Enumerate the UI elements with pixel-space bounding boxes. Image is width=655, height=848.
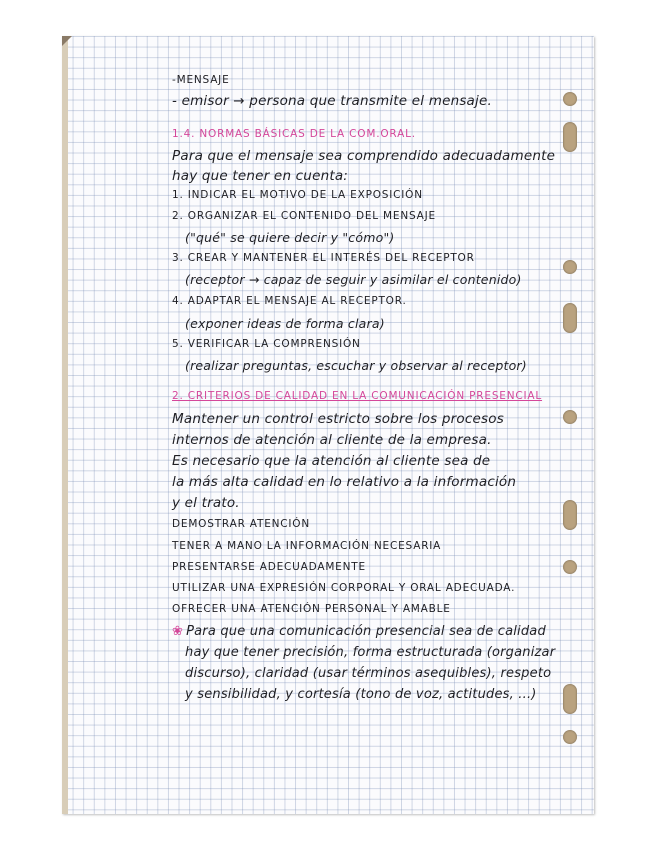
note-line: la más alta calidad en lo relativo a la información bbox=[172, 474, 517, 490]
list-item: OFRECER UNA ATENCIÓN PERSONAL Y AMABLE bbox=[172, 603, 451, 615]
note-line: (receptor → capaz de seguir y asimilar el contenido) bbox=[185, 272, 522, 287]
list-item: 4. ADAPTAR EL MENSAJE AL RECEPTOR. bbox=[172, 295, 407, 307]
list-item: PRESENTARSE ADECUADAMENTE bbox=[172, 561, 366, 573]
note-line: (exponer ideas de forma clara) bbox=[185, 316, 385, 331]
binder-hole bbox=[563, 303, 577, 333]
list-item: DEMOSTRAR ATENCIÓN bbox=[172, 518, 311, 530]
list-item: 1. INDICAR EL MOTIVO DE LA EXPOSICIÓN bbox=[172, 189, 423, 201]
list-item: UTILIZAR UNA EXPRESIÓN CORPORAL Y ORAL ADECUADA. bbox=[172, 582, 516, 594]
binder-hole bbox=[563, 410, 577, 424]
note-line: Mantener un control estricto sobre los procesos bbox=[172, 411, 504, 427]
note-line: - emisor → persona que transmite el mensaje. bbox=[172, 93, 492, 109]
note-line: y sensibilidad, y cortesía (tono de voz, actitudes, ...) bbox=[185, 687, 537, 702]
flower-bullet-icon: ❀ bbox=[172, 624, 184, 639]
note-line: (realizar preguntas, escuchar y observar al receptor) bbox=[185, 358, 527, 373]
note-line: -MENSAJE bbox=[172, 74, 230, 86]
note-line: Para que el mensaje sea comprendido adecuadamente bbox=[172, 148, 556, 164]
binder-hole bbox=[563, 500, 577, 530]
binder-holes bbox=[557, 0, 577, 848]
binder-hole bbox=[563, 260, 577, 274]
list-item: TENER A MANO LA INFORMACIÓN NECESARIA bbox=[172, 540, 442, 552]
list-item: 3. CREAR Y MANTENER EL INTERÉS DEL RECEPTOR bbox=[172, 252, 475, 264]
note-text: Para que una comunicación presencial sea de calidad bbox=[186, 624, 546, 639]
note-line: ("qué" se quiere decir y "cómo") bbox=[185, 230, 395, 245]
section-heading: 1.4. NORMAS BÁSICAS DE LA COM.ORAL. bbox=[172, 128, 416, 140]
note-line: internos de atención al cliente de la empresa. bbox=[172, 432, 492, 448]
binder-hole bbox=[563, 92, 577, 106]
note-line bbox=[172, 624, 546, 639]
section-heading: 2. CRITERIOS DE CALIDAD EN LA COMUNICACIÓN PRESENCIAL bbox=[172, 390, 543, 402]
binder-hole bbox=[563, 730, 577, 744]
list-item: 5. VERIFICAR LA COMPRENSIÓN bbox=[172, 338, 361, 350]
note-line: discurso), claridad (usar términos asequibles), respeto bbox=[185, 666, 552, 681]
note-line: Es necesario que la atención al cliente sea de bbox=[172, 453, 491, 469]
note-line: y el trato. bbox=[172, 495, 240, 511]
page-edge bbox=[62, 36, 68, 814]
note-line: hay que tener precisión, forma estructurada (organizar bbox=[185, 645, 556, 660]
list-item: 2. ORGANIZAR EL CONTENIDO DEL MENSAJE bbox=[172, 210, 436, 222]
note-line: hay que tener en cuenta: bbox=[172, 168, 349, 184]
page-corner bbox=[62, 36, 72, 46]
binder-hole bbox=[563, 684, 577, 714]
binder-hole bbox=[563, 560, 577, 574]
binder-hole bbox=[563, 122, 577, 152]
